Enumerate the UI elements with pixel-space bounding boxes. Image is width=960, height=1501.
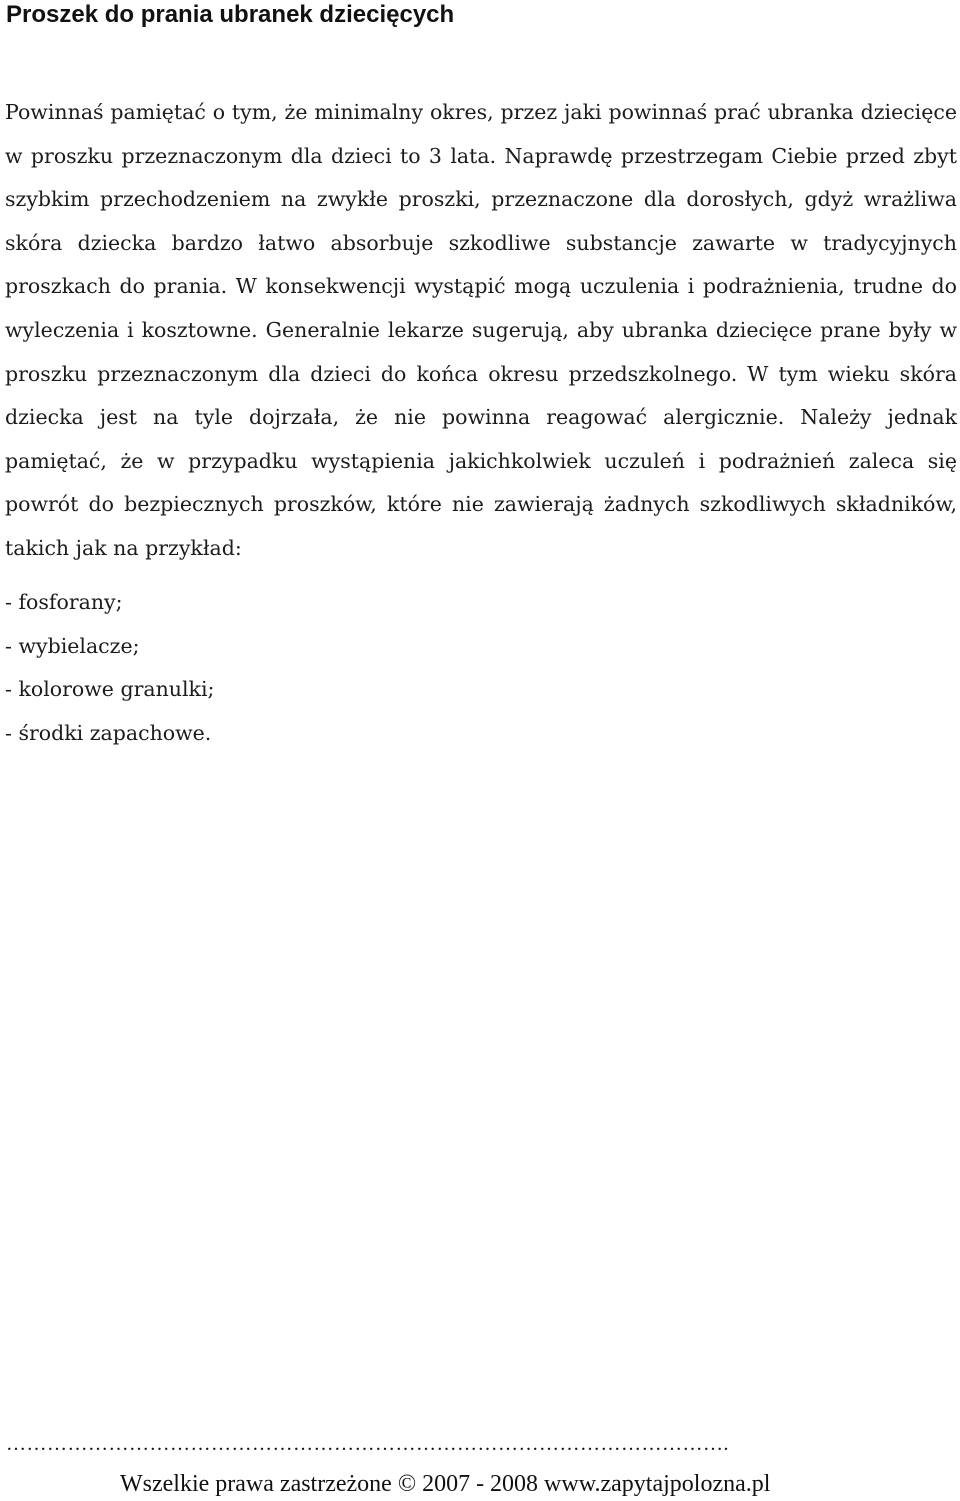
footer-copyright: Wszelkie prawa zastrzeżone © 2007 - 2008 www.zapytajpolozna.pl xyxy=(120,1471,771,1497)
list-item: - kolorowe granulki; xyxy=(5,677,215,702)
footer-separator: ……………………………………………………………………………………………. xyxy=(6,1433,729,1455)
list-item: - wybielacze; xyxy=(5,633,140,658)
body-paragraph: Powinnaś pamiętać o tym, że minimalny okres, przez jaki powinnaś prać ubranka dziecięce w proszku przeznaczonym dla dzieci to 3 lata. Naprawdę przestrzegam Ciebie przed zbyt szybkim przechodzeniem na zwykłe proszki, przeznaczone dla dorosłych, gdyż wrażliwa skóra dziecka bardzo łatwo absorbuje szkodliwe substancje zawarte w tradycyjnych proszkach do prania. W konsekwencji wystąpić mogą uczulenia i podrażnienia, trudne do wyleczenia i kosztowne. Generalnie lekarze sugerują, aby ubranka dziecięce prane były w proszku przeznaczonym dla dzieci do końca okresu przedszkolnego. W tym wieku skóra dziecka jest na tyle dojrzała, że nie powinna reagować alergicznie. Należy jednak pamiętać, że w przypadku wystąpienia jakichkolwiek uczuleń i podrażnień zaleca się powrót do bezpiecznych proszków, które nie zawierają żadnych szkodliwych składników, takich jak na przykład: xyxy=(5,100,957,560)
ingredient-list xyxy=(5,581,214,755)
list-item: - fosforany; xyxy=(5,590,123,614)
list-item: - środki zapachowe. xyxy=(5,720,212,745)
page-title: Proszek do prania ubranek dziecięcych xyxy=(6,1,455,28)
